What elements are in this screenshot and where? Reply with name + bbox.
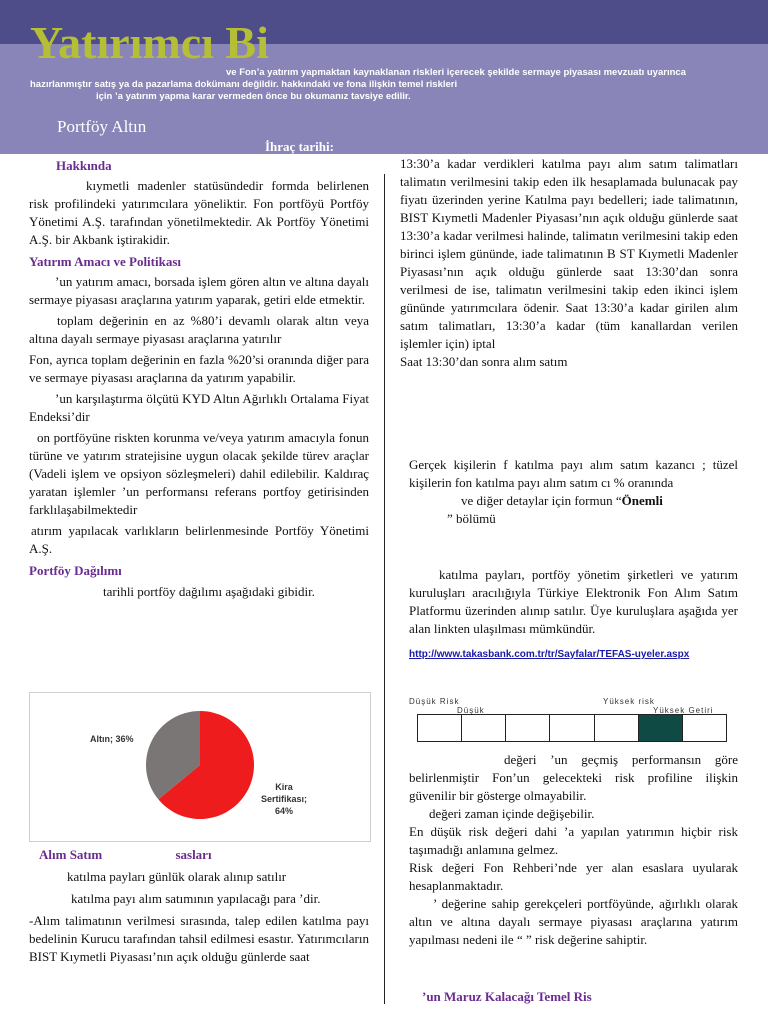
risk-high-sub: Yüksek Getiri — [653, 706, 714, 715]
tax-text-2 — [409, 492, 738, 510]
tefas-link[interactable]: http://www.takasbank.com.tr/tr/Sayfalar/TEFAS-uyeler.aspx — [409, 649, 690, 660]
pie-label-kira: Kira Sertifikası; 64% — [260, 782, 308, 816]
risk-cell-2 — [462, 715, 506, 741]
objective-text: Fon, ayrıca toplam değerinin en fazla %20’si oranında diğer para ve sermaye piyasası araçlarına da yatırım yapabilir. — [29, 352, 369, 385]
distribution-heading: Portföy Dağılımı — [29, 563, 122, 578]
trading-text: katılma payları günlük olarak alınıp satılır — [67, 869, 287, 884]
tefas-text: katılma payları, portföy yönetim şirketleri ve yatırım kuruluşları aracılığıyla Türkiye Elektronik Fon Alım Satım Platformu üzerinden alınıp satılır. Üye kuruluşlara aşağıda yer alan linkten ulaşılması mümkündür. — [409, 567, 738, 636]
issue-date-label: İhraç tarihi: — [265, 139, 334, 154]
tax-text-3: ” bölümü — [447, 511, 496, 526]
risk-text: değeri ’un geçmiş performansın göre belirlenmiştir Fon’un gelecekteki risk profiline ilişkin güvenilir bir gösterge olmayabilir. — [409, 752, 738, 803]
disclaimer-line: ve Fon’a yatırım yapmaktan kaynaklanan riskleri içerecek şekilde sermaye piyasası mevzuatı uyarınca — [226, 67, 686, 78]
objective-text: on portföyüne riskten korunma ve/veya yatırım amacıyla fonun türüne ve yatırım stratejisine uygun olacak şekilde türev araçlar (Vadeli işlem ve opsiyon sözleşmeleri) dahil edilebilir. Kaldıraç yaratan işlemler ’un performansı referans portfoy getirisinden farklılaşabilmektedir — [29, 430, 369, 517]
trading-continuation: 13:30’a kadar verdikleri katılma payı alım satım talimatları talimatın verilmesini takip eden ilk hesaplamada bulunacak pay fiyatı üzerinden yerine Katılma payı bedelleri; iade talimatının, BIST Kıymetli Madenler Piyasası’nın açık olduğu günlerde saat 13:30’a kadar verilmesi halinde, talimatın verilmesini takip eden birinci işlem gününde, iade talimatının B ST Kıymetli Madenler Piyasası’nın açık olduğu günlerde saat 13:30’dan sonra verilmesi de ise, talimatın verilmesini takip eden ikinci işlem gününde yatırımcılara ödenir. Saat 13:30’a kadar girilen alım satım talimatları, 13:30’a kadar (tüm kanallardan verilen işlemler için) iptal — [400, 156, 738, 351]
objective-heading: Yatırım Amacı ve Politikası — [29, 254, 182, 269]
trading-text: katılma payı alım satımının yapılacağı para ’dir. — [71, 891, 321, 906]
objective-text: toplam değerinin en az %80’i devamlı olarak altın veya altına dayalı sermaye piyasası araçlarına yatırılır — [29, 313, 369, 346]
disclaimer-text — [30, 67, 740, 103]
column-divider — [384, 174, 385, 1004]
pie-label-altin: Altın; 36% — [90, 734, 134, 744]
about-heading: Hakkında — [56, 158, 112, 173]
disclaimer-line: hazırlanmıştır satış ya da pazarlama dokümanı değildir. hakkındaki ve fona ilişkin temel riskleri — [30, 79, 458, 90]
risk-text-section — [409, 751, 738, 949]
left-column — [29, 157, 369, 601]
risk-scale — [417, 714, 727, 742]
objective-text: ’un karşılaştırma ölçütü KYD Altın Ağırlıklı Ortalama Fiyat Endeksi’dir — [29, 391, 369, 424]
risk-cell-4 — [550, 715, 594, 741]
basic-risks-heading: ’un Maruz Kalacağı Temel Ris — [422, 989, 592, 1004]
trading-heading-a: Alım Satım — [39, 847, 103, 862]
tefas-section — [409, 566, 738, 664]
tax-important: Önemli — [621, 493, 663, 508]
risk-cell-5 — [595, 715, 639, 741]
risk-low-sub: Düşük — [457, 706, 485, 715]
risk-high-label: Yüksek risk — [603, 697, 655, 706]
objective-text: ’un yatırım amacı, borsada işlem gören altın ve altına dayalı sermaye piyasası araçlarına yatırım yaparak, getiri elde etmektir. — [29, 274, 369, 307]
risk-text: En düşük risk değeri dahi ’a yapılan yatırımın hiçbir risk taşımadığı anlamına gelmez. — [409, 824, 738, 857]
trading-text: -Alım talimatının verilmesi sırasında, talep edilen katılma payı bedelinin Kurucu tarafından tahsil edilmesi esastır. Yatırımcıların BIST Kıymetli Piyasası’nın açık olduğu günlerde saat — [29, 913, 369, 964]
about-text: kıymetli madenler statüsündedir formda belirlenen risk profilindeki yatırımcılara yöneliktir. Fon portföyü Portföy Yönetimi A.Ş. tarafından yönetilmektedir. Ak Portföy Yönetimi A.Ş. bir Akbank iştirakidir. — [29, 178, 369, 247]
trading-heading-b: sasları — [175, 847, 212, 862]
tax-text-2a: ve diğer detaylar için formun “ — [461, 493, 622, 508]
risk-cell-3 — [506, 715, 550, 741]
objective-text: atırım yapılacak varlıkların belirlenmesinde Portföy Yönetimi A.Ş. — [29, 523, 369, 556]
tax-section — [409, 456, 738, 528]
tax-text: Gerçek kişilerin f katılma payı alım satım kazancı ; tüzel kişilerin fon katılma payı alım satım cı % oranında — [409, 457, 738, 490]
risk-text: Risk değeri Fon Rehberi’nde yer alan esaslara uyularak hesaplanmaktadır. — [409, 860, 738, 893]
risk-scale-widget — [409, 697, 729, 747]
distribution-intro: tarihli portföy dağılımı aşağıdaki gibidir. — [103, 584, 315, 599]
trading-heading — [29, 846, 369, 864]
fund-name: Portföy Altın — [57, 117, 147, 136]
portfolio-pie-chart — [29, 692, 371, 842]
risk-cell-6 — [639, 715, 683, 741]
disclaimer-line: için ’a yatırım yapma karar vermeden önce bu okumanız tavsiye edilir. — [96, 91, 411, 102]
pie-svg — [30, 693, 370, 841]
risk-text: ’ değerine sahip gerekçeleri portföyünde, ağırlıklı olarak altın ve altına dayalı sermaye piyasası araçlarına yatırım yapılması nedeni ile “ ” risk değerine sahiptir. — [409, 896, 738, 947]
trading-last-line: Saat 13:30’dan sonra alım satım — [400, 354, 568, 369]
document-title: Yatırımcı Bi — [30, 17, 269, 68]
risk-cell-7 — [683, 715, 726, 741]
trading-section — [29, 846, 369, 966]
risk-low-label: Düşük Risk — [409, 697, 460, 706]
risk-cell-1 — [418, 715, 462, 741]
risk-text: değeri zaman içinde değişebilir. — [429, 806, 595, 821]
right-column — [400, 155, 738, 371]
